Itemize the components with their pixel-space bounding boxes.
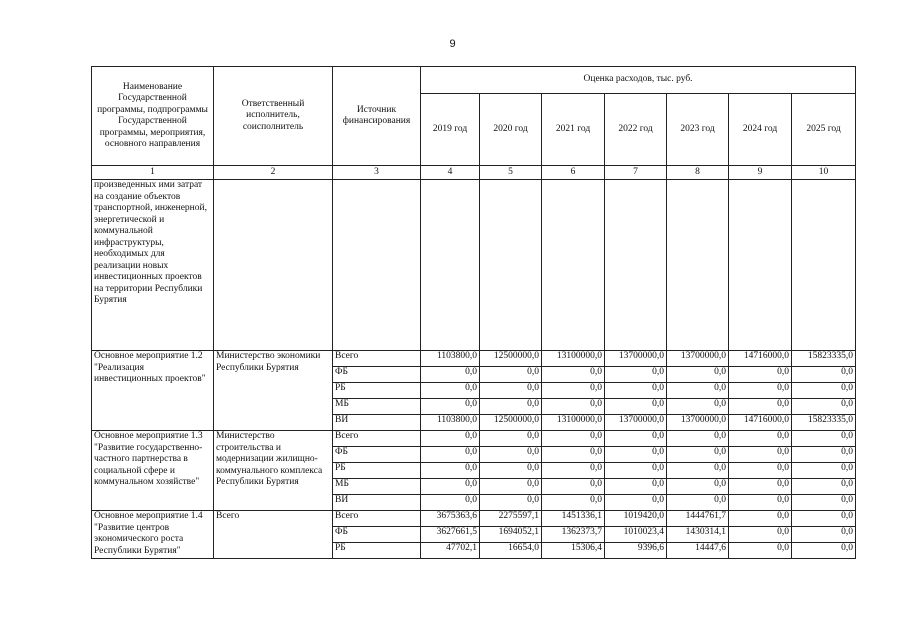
expense-value: 1019420,0 <box>605 511 667 527</box>
expense-value: 0,0 <box>792 511 856 527</box>
header-executor-column: Ответственный исполнитель, соисполнитель <box>214 67 333 166</box>
expense-value: 0,0 <box>729 527 792 543</box>
expense-value: 0,0 <box>729 463 792 479</box>
empty-cell <box>792 180 856 351</box>
expense-value: 0,0 <box>542 431 605 447</box>
expense-value: 0,0 <box>667 479 729 495</box>
funding-source: Всего <box>333 511 421 527</box>
expense-value: 0,0 <box>792 383 856 399</box>
expense-value: 0,0 <box>729 383 792 399</box>
expense-value: 13700000,0 <box>605 415 667 431</box>
header-year-2: 2021 год <box>542 94 605 166</box>
expense-value: 0,0 <box>792 527 856 543</box>
expense-value: 0,0 <box>480 463 542 479</box>
expense-value: 13700000,0 <box>667 351 729 367</box>
expense-value: 1103800,0 <box>421 351 480 367</box>
column-number-9: 10 <box>792 166 856 180</box>
expense-value: 1103800,0 <box>421 415 480 431</box>
funding-source: ФБ <box>333 447 421 463</box>
expense-value: 3627661,5 <box>421 527 480 543</box>
expense-value: 14716000,0 <box>729 351 792 367</box>
column-number-3: 4 <box>421 166 480 180</box>
empty-cell <box>729 180 792 351</box>
measure-name: Основное мероприятие 1.3 "Развитие государственно-частного партнерства в социальной сфере и коммунальном хозяйстве" <box>92 431 214 511</box>
expense-value: 0,0 <box>480 431 542 447</box>
expense-value: 0,0 <box>729 479 792 495</box>
expense-value: 0,0 <box>729 495 792 511</box>
expense-value: 0,0 <box>667 399 729 415</box>
expense-value: 0,0 <box>605 431 667 447</box>
expense-value: 0,0 <box>729 431 792 447</box>
header-year-5: 2024 год <box>729 94 792 166</box>
expense-value: 0,0 <box>792 495 856 511</box>
measure-name-continuation: произведенных ими затрат на создание объектов транспортной, инженерной, энергетической и коммунальной инфраструктуры, необходимых для реализации новых инвестиционных проектов на территории Республики Бурятия <box>92 180 214 351</box>
header-year-3: 2022 год <box>605 94 667 166</box>
table-row <box>92 431 856 447</box>
funding-source: Всего <box>333 431 421 447</box>
expense-value: 12500000,0 <box>480 351 542 367</box>
expense-value: 47702,1 <box>421 543 480 559</box>
expense-value: 13700000,0 <box>605 351 667 367</box>
header-year-6: 2025 год <box>792 94 856 166</box>
expense-value: 0,0 <box>421 495 480 511</box>
column-number-5: 6 <box>542 166 605 180</box>
expense-value: 0,0 <box>480 383 542 399</box>
expense-value: 1430314,1 <box>667 527 729 543</box>
expense-value: 0,0 <box>605 399 667 415</box>
expense-value: 0,0 <box>667 463 729 479</box>
expense-value: 9396,6 <box>605 543 667 559</box>
empty-cell <box>480 180 542 351</box>
page-number: 9 <box>449 38 456 50</box>
expenses-table <box>91 66 856 559</box>
expense-value: 0,0 <box>542 463 605 479</box>
expense-value: 0,0 <box>421 463 480 479</box>
expense-value: 0,0 <box>667 447 729 463</box>
expense-value: 14447,6 <box>667 543 729 559</box>
expense-value: 1010023,4 <box>605 527 667 543</box>
table-row <box>92 180 856 351</box>
funding-source: РБ <box>333 383 421 399</box>
header-name-column: Наименование Государственной программы, подпрограммы Государственной программы, мероприятия, основного направления <box>92 67 214 166</box>
expense-value: 13100000,0 <box>542 351 605 367</box>
expense-value: 0,0 <box>667 383 729 399</box>
expense-value: 0,0 <box>729 511 792 527</box>
expense-value: 0,0 <box>792 399 856 415</box>
header-expenses-column: Оценка расходов, тыс. руб. <box>421 67 856 94</box>
expense-value: 0,0 <box>421 431 480 447</box>
executor-name: Министерство экономики Республики Бурятия <box>214 351 333 431</box>
header-year-4: 2023 год <box>667 94 729 166</box>
expense-value: 0,0 <box>480 399 542 415</box>
expense-value: 0,0 <box>605 383 667 399</box>
funding-source: Всего <box>333 351 421 367</box>
expense-value: 0,0 <box>729 447 792 463</box>
expense-value: 0,0 <box>542 495 605 511</box>
empty-cell <box>333 180 421 351</box>
funding-source: РБ <box>333 543 421 559</box>
expense-value: 13700000,0 <box>667 415 729 431</box>
funding-source: ФБ <box>333 527 421 543</box>
expense-value: 0,0 <box>605 447 667 463</box>
executor-name: Всего <box>214 511 333 559</box>
funding-source: ВИ <box>333 495 421 511</box>
expense-value: 0,0 <box>542 479 605 495</box>
expense-value: 0,0 <box>542 383 605 399</box>
expense-value: 0,0 <box>667 431 729 447</box>
expense-value: 0,0 <box>480 367 542 383</box>
column-number-0: 1 <box>92 166 214 180</box>
expense-value: 1362373,7 <box>542 527 605 543</box>
expense-value: 0,0 <box>542 399 605 415</box>
expense-value: 0,0 <box>792 367 856 383</box>
expense-value: 0,0 <box>792 431 856 447</box>
header-year-1: 2020 год <box>480 94 542 166</box>
expense-value: 0,0 <box>480 479 542 495</box>
expense-value: 1694052,1 <box>480 527 542 543</box>
column-number-row <box>92 166 856 180</box>
funding-source: МБ <box>333 399 421 415</box>
expense-value: 0,0 <box>542 447 605 463</box>
expense-value: 14716000,0 <box>729 415 792 431</box>
measure-name: Основное мероприятие 1.4 "Развитие центров экономического роста Республики Бурятия" <box>92 511 214 559</box>
expense-value: 1444761,7 <box>667 511 729 527</box>
expense-value: 13100000,0 <box>542 415 605 431</box>
expense-value: 0,0 <box>792 543 856 559</box>
funding-source: ФБ <box>333 367 421 383</box>
empty-cell <box>421 180 480 351</box>
expense-value: 0,0 <box>605 463 667 479</box>
expense-value: 16654,0 <box>480 543 542 559</box>
expense-value: 15823335,0 <box>792 351 856 367</box>
funding-source: РБ <box>333 463 421 479</box>
expense-value: 15306,4 <box>542 543 605 559</box>
funding-source: МБ <box>333 479 421 495</box>
expense-value: 2275597,1 <box>480 511 542 527</box>
column-number-1: 2 <box>214 166 333 180</box>
empty-cell <box>605 180 667 351</box>
expense-value: 0,0 <box>421 399 480 415</box>
expense-value: 15823335,0 <box>792 415 856 431</box>
expense-value: 0,0 <box>480 495 542 511</box>
expense-value: 0,0 <box>421 367 480 383</box>
expense-value: 0,0 <box>792 463 856 479</box>
column-number-2: 3 <box>333 166 421 180</box>
table-row <box>92 511 856 527</box>
expense-value: 0,0 <box>605 479 667 495</box>
column-number-6: 7 <box>605 166 667 180</box>
header-year-0: 2019 год <box>421 94 480 166</box>
expense-value: 0,0 <box>421 447 480 463</box>
expense-value: 0,0 <box>605 367 667 383</box>
column-number-4: 5 <box>480 166 542 180</box>
expense-value: 0,0 <box>421 479 480 495</box>
expense-value: 0,0 <box>729 367 792 383</box>
header-source-column: Источник финансирования <box>333 67 421 166</box>
empty-cell <box>542 180 605 351</box>
executor-name: Министерство строительства и модернизации жилищно-коммунального комплекса Республики Бурятия <box>214 431 333 511</box>
measure-name: Основное мероприятие 1.2 "Реализация инвестиционных проектов" <box>92 351 214 431</box>
expense-value: 0,0 <box>729 543 792 559</box>
expense-value: 0,0 <box>792 447 856 463</box>
expense-value: 0,0 <box>542 367 605 383</box>
expense-value: 0,0 <box>605 495 667 511</box>
expense-value: 0,0 <box>667 495 729 511</box>
empty-cell <box>214 180 333 351</box>
expense-value: 0,0 <box>792 479 856 495</box>
column-number-7: 8 <box>667 166 729 180</box>
expense-value: 0,0 <box>667 367 729 383</box>
expense-value: 0,0 <box>480 447 542 463</box>
expense-value: 0,0 <box>729 399 792 415</box>
expense-value: 1451336,1 <box>542 511 605 527</box>
table-row <box>92 351 856 367</box>
expense-value: 12500000,0 <box>480 415 542 431</box>
empty-cell <box>667 180 729 351</box>
column-number-8: 9 <box>729 166 792 180</box>
funding-source: ВИ <box>333 415 421 431</box>
expense-value: 0,0 <box>421 383 480 399</box>
expense-value: 3675363,6 <box>421 511 480 527</box>
